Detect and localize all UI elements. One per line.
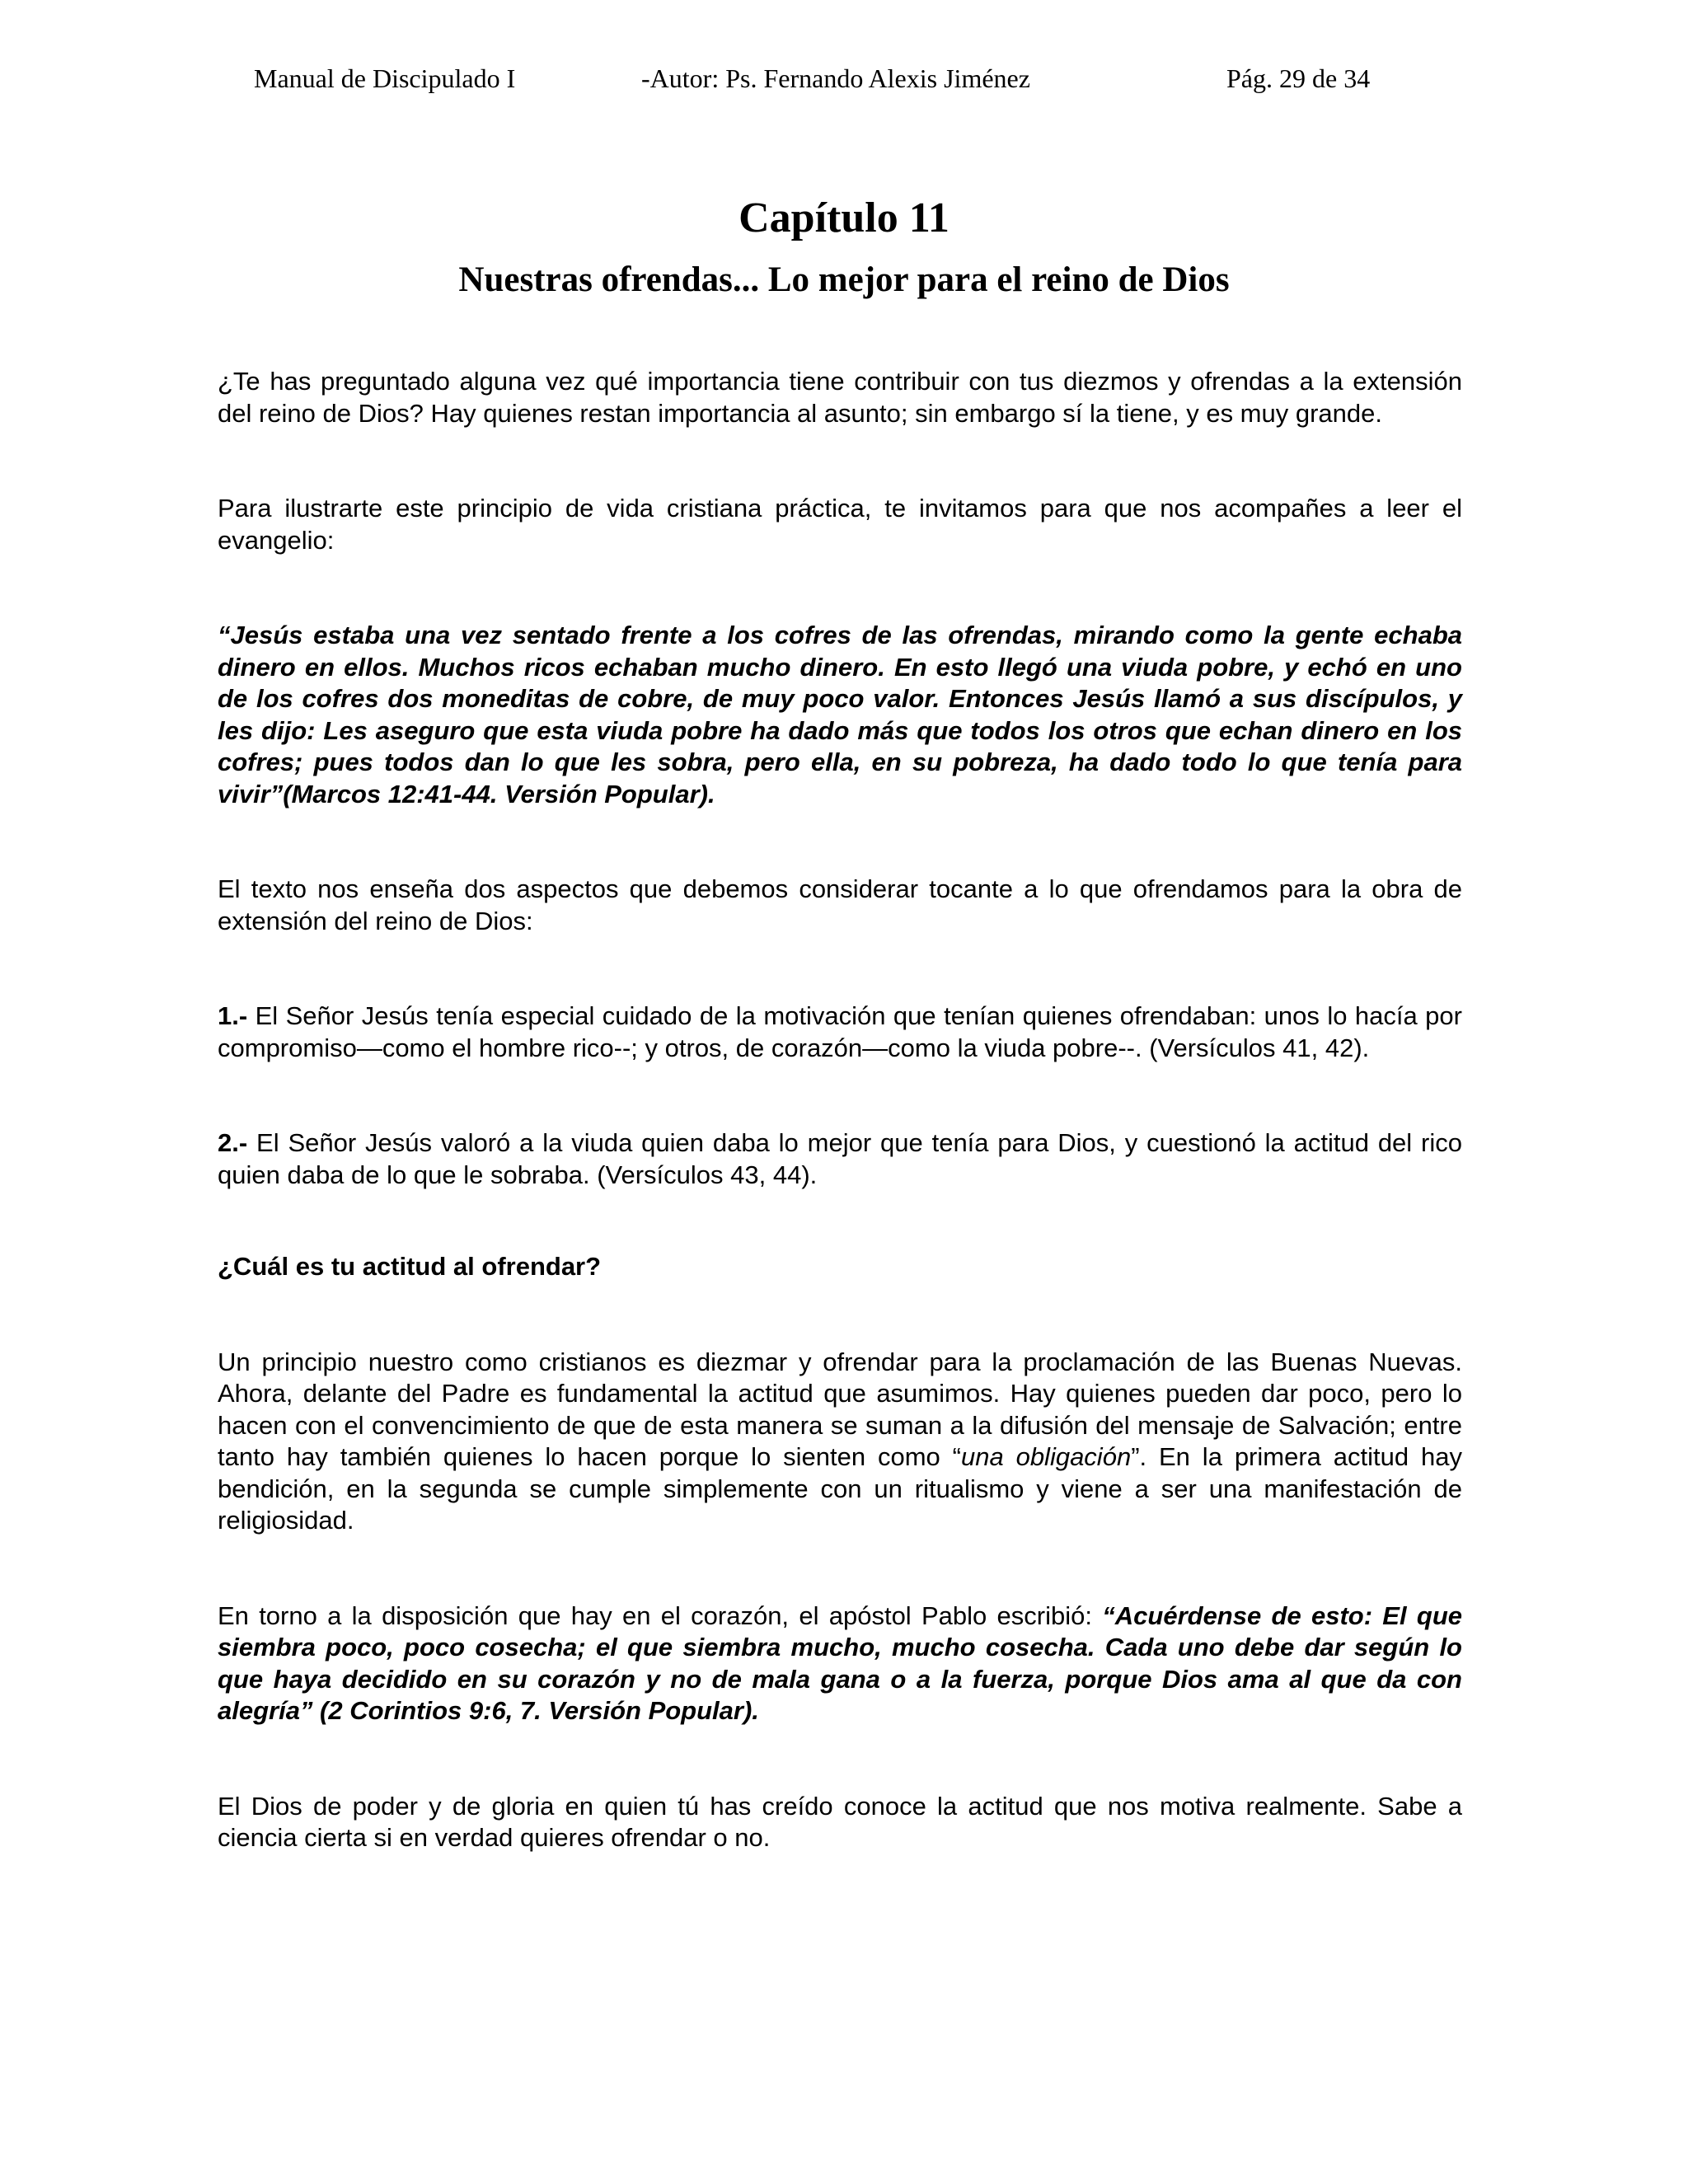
paragraph-invitation: Para ilustrarte este principio de vida cristiana práctica, te invitamos para que nos acompañes a leer el evangelio: [218, 494, 1462, 555]
chapter-subtitle: Nuestras ofrendas... Lo mejor para el reino de Dios [458, 260, 1230, 299]
paragraph-two-aspects: El texto nos enseña dos aspectos que debemos considerar tocante a lo que ofrendamos para la obra de extensión del reino de Dios: [218, 874, 1462, 935]
page-header [0, 58, 1688, 99]
chapter-title: Capítulo 11 [738, 194, 950, 241]
paragraph-closing: El Dios de poder y de gloria en quien tú has creído conoce la actitud que nos motiva realmente. Sabe a ciencia cierta si en verdad quieres ofrendar o no. [218, 1791, 1462, 1852]
page-content [218, 366, 1462, 1854]
paragraph-principle-start: Un principio nuestro como cristianos es diezmar y ofrendar para la proclamación de las Buenas Nuevas. Ahora, delante del Padre es fundamental la actitud que asumimos. Hay quienes pueden dar poco, pero lo hacen con el convencimiento de que de esta manera se suman a la difusión del mensaje de Salvación; entre tanto hay también quienes lo hacen porque lo sienten como “ [218, 1347, 1462, 1471]
list-item-1-text: El Señor Jesús tenía especial cuidado de la motivación que tenían quienes ofrendaban: unos lo hacía por compromiso—como el hombre rico--; y otros, de corazón—como la viuda pobre--. (Versículos 41, 42). [218, 1001, 1462, 1062]
list-item-2 [218, 1127, 1462, 1191]
list-item-2-number: 2.- [218, 1128, 248, 1157]
header-manual-title: Manual de Discipulado I [254, 63, 516, 93]
paragraph-intro: ¿Te has preguntado alguna vez qué importancia tiene contribuir con tus diezmos y ofrendas a la extensión del reino de Dios? Hay quienes restan importancia al asunto; sin embargo sí la tiene, y es muy grande. [218, 367, 1462, 428]
paragraph-principle [218, 1347, 1462, 1537]
scripture-quote-mark: “Jesús estaba una vez sentado frente a los cofres de las ofrendas, mirando como la gente echaba dinero en ellos. Muchos ricos echaban mucho dinero. En esto llegó una viuda pobre, y echó en uno de los cofres dos moneditas de cobre, de muy poco valor. Entonces Jesús llamó a sus discípulos, y les dijo: Les aseguro que esta viuda pobre ha dado más que todos los otros que echan dinero en los cofres; pues todos dan lo que les sobra, pero ella, en su pobreza, ha dado todo lo que tenía para vivir”(Marcos 12:41-44. Versión Popular). [218, 621, 1462, 808]
paragraph-principle-italic: una obligación [960, 1442, 1132, 1471]
paragraph-pablo-intro: En torno a la disposición que hay en el corazón, el apóstol Pablo escribió: [218, 1601, 1103, 1630]
paragraph-pablo [218, 1601, 1462, 1727]
header-page-number: Pág. 29 de 34 [1226, 63, 1371, 93]
paragraph-principle-end: ”. En la primera actitud hay bendición, en la segunda se cumple simplemente con un ritualismo y viene a ser una manifestación de religiosidad. [218, 1442, 1462, 1535]
section-heading: ¿Cuál es tu actitud al ofrendar? [218, 1252, 602, 1281]
list-item-1-number: 1.- [218, 1001, 248, 1030]
scripture-quote-corintios: “Acuérdense de esto: El que siembra poco, poco cosecha; el que siembra mucho, mucho cosecha. Cada uno debe dar según lo que haya decidido en su corazón y no de mala gana o a la fuerza, porque Dios ama al que da con alegría” (2 Corintios 9:6, 7. Versión Popular). [218, 1601, 1462, 1725]
list-item-1 [218, 1001, 1462, 1064]
header-author: -Autor: Ps. Fernando Alexis Jiménez [641, 63, 1030, 93]
list-item-2-text: El Señor Jesús valoró a la viuda quien daba lo mejor que tenía para Dios, y cuestionó la actitud del rico quien daba de lo que le sobraba. (Versículos 43, 44). [218, 1128, 1462, 1189]
